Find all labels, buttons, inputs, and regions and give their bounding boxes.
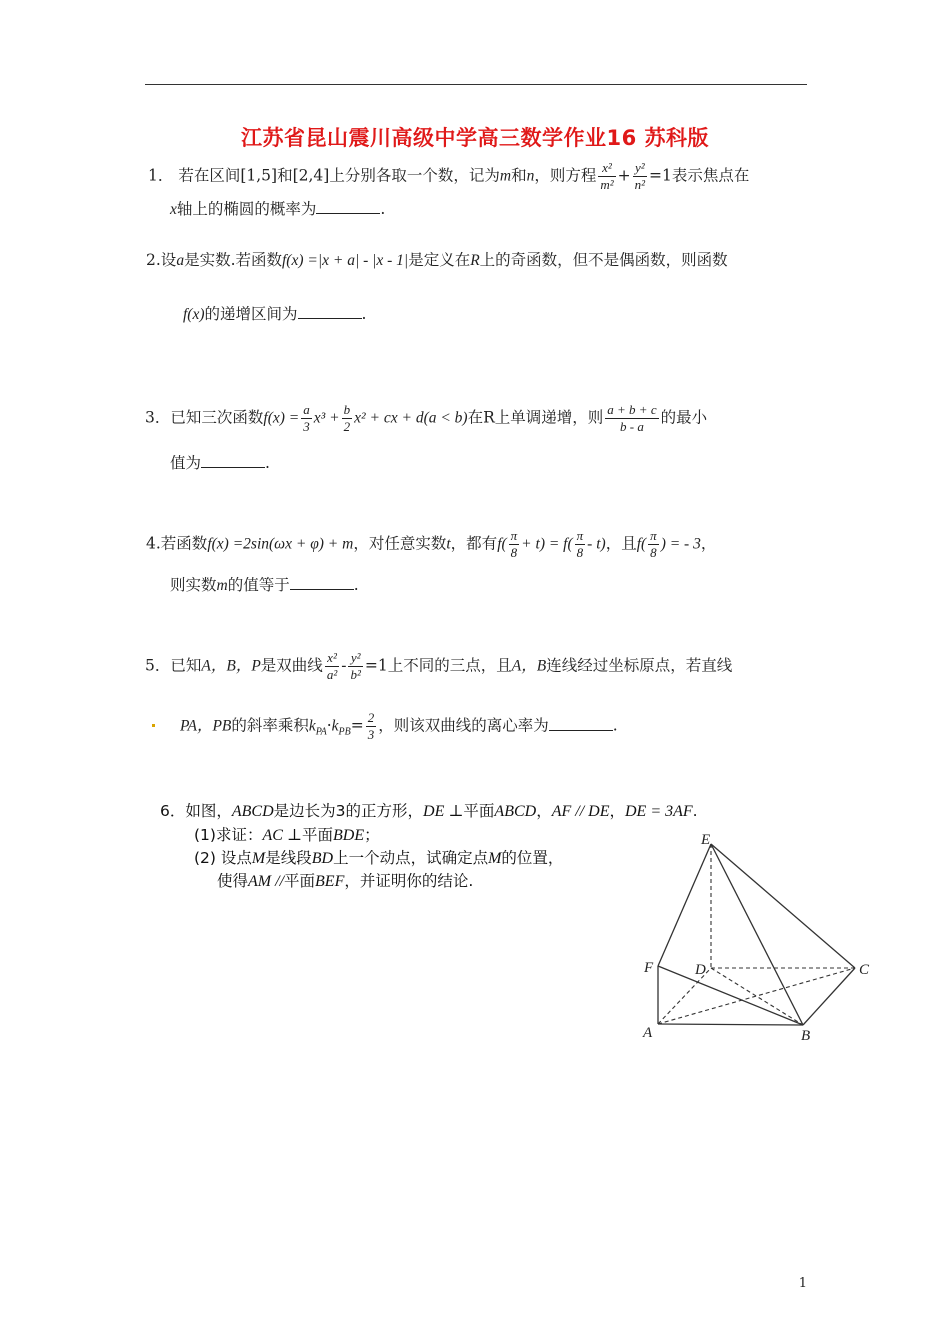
q3-term1: x³ + (313, 409, 340, 427)
q4-line2-var: m (216, 577, 228, 594)
q6-abcd2: ABCD (494, 803, 537, 820)
q2-text-a: 设 (160, 251, 177, 269)
q2-text-d: 上的奇函数，但不是偶函数，则函数 (479, 251, 728, 269)
edge-ab (658, 1024, 803, 1025)
q6-line1-b: 是边长为3的正方形， (273, 802, 424, 820)
label-d: D (695, 962, 706, 978)
q3-text-b: 在R上单调递增，则 (467, 408, 604, 427)
q1-number: 1． (148, 166, 174, 185)
q5-number: 5． (145, 656, 171, 675)
q1-eq-one: =1 (649, 166, 672, 185)
q1-text-c: 上分别各取一个数，记为 (329, 166, 500, 185)
q4-text-b: ，对任意实数 (353, 534, 447, 553)
q3-text-c: 的最小 (660, 408, 708, 427)
q5-ab: A，B (511, 657, 547, 675)
q1-line1 (148, 160, 749, 193)
q6-line3-c: 上一个动点，试确定点 (333, 849, 489, 867)
q5-line2 (180, 710, 618, 744)
label-f: F (644, 960, 654, 976)
q4-expr3-pre: f( (636, 535, 647, 553)
label-e: E (701, 832, 711, 848)
label-a: A (643, 1025, 653, 1041)
q1-plus: + (617, 166, 631, 185)
q6-bde: BDE (332, 827, 365, 844)
edge-fb (658, 966, 803, 1025)
header-rule (145, 84, 807, 85)
page-title: 江苏省昆山震川高级中学高三数学作业16 苏科版 (240, 126, 710, 150)
q1-text-a: 若在区间 (178, 166, 241, 185)
q4-func: f(x) =2sin(ωx + φ) + m (207, 535, 354, 553)
edge-ea (658, 844, 711, 966)
q1-interval2: [2,4] (292, 166, 330, 185)
q2-text-c: 是定义在 (408, 251, 471, 269)
q2-var-r: R (470, 252, 480, 269)
q5-text-a: 已知 (170, 656, 202, 675)
q4-expr1-pre: f( (497, 535, 507, 553)
q6-bd: BD (311, 850, 334, 867)
q4-text-c: ，都有 (450, 534, 498, 553)
page-number: 1 (798, 1276, 807, 1291)
q3-line2-end: . (265, 454, 270, 472)
q2-func: f(x) =|x + a| - |x - 1| (282, 252, 409, 269)
q6-line3-d: 的位置， (501, 849, 564, 867)
q5-text-b: 是双曲线 (260, 656, 323, 675)
q3-frac3: $\frac{a + b + c}{b - a}$ (607, 402, 657, 434)
q6-m2: M (488, 850, 502, 867)
q2-text-b: 是实数.若函数 (184, 251, 282, 269)
q3-text-a: 已知三次函数 (170, 408, 264, 427)
q6-line3 (194, 847, 563, 870)
q4-expr1-post: + t) = f( (521, 535, 573, 553)
q5-line2-text-a: 的斜率乘积 (231, 716, 309, 735)
q5-frac1: $\frac{\text{x²}}{\text{a²}}$ (326, 650, 338, 682)
q1-text-d: 和 (511, 166, 527, 185)
q1-line2-text: 轴上的椭圆的概率为 (176, 200, 317, 218)
q6-am-parallel: AM // (248, 873, 285, 890)
q6-line3-a: (2) 设点 (194, 849, 252, 867)
q5-line2-sub1: PA (315, 726, 327, 738)
q6-line2-a: (1)求证： (194, 826, 263, 844)
q6-line1-d: ， (536, 802, 552, 820)
decorative-dot (152, 724, 155, 727)
q4-answer-blank (290, 575, 354, 590)
q2-line2-func: f(x) (183, 306, 205, 323)
q3-term2: x² + cx + d(a < b) (354, 409, 468, 427)
q5-line2-eq: = (350, 716, 364, 735)
q5-line2-dot: · (326, 716, 332, 735)
q1-text-f: 表示焦点在 (671, 166, 750, 185)
q5-text-d: 连线经过坐标原点，若直线 (546, 656, 733, 675)
q6-line1-a: 6．如图， (160, 802, 232, 820)
q4-expr2-post: - t) (587, 535, 606, 553)
q6-ac-perp: AC ⊥ (262, 827, 302, 844)
q6-line1 (160, 800, 698, 823)
q3-line2-text: 值为 (170, 454, 202, 472)
q2-line2 (183, 303, 366, 326)
q3-line1 (145, 402, 707, 435)
geometry-figure (635, 830, 885, 1055)
q1-text-e: ，则方程 (534, 166, 597, 185)
q6-de-perp: DE ⊥ (423, 803, 464, 820)
q4-line2-end: . (353, 576, 359, 594)
q3-number: 3． (145, 408, 171, 427)
edge-eb (711, 844, 803, 1025)
q5-minus: - (341, 656, 347, 675)
q3-func-lhs: f(x) = (263, 409, 300, 427)
q3-frac2: $\frac{b}{2}$ (343, 402, 351, 434)
q6-line4-c: ，并证明你的结论. (344, 872, 474, 890)
q2-number: 2. (146, 251, 161, 269)
q1-frac1: $\frac{\text{x²}}{\text{m²}}$ (600, 160, 614, 192)
q4-pi-frac2: $\frac{\pi}{8}$ (576, 528, 584, 560)
q1-var-n: n (526, 167, 535, 185)
q5-line2-sub2: PB (338, 726, 351, 738)
q6-line1-end: . (692, 802, 698, 820)
q1-var-x: x (170, 201, 177, 218)
q4-pi-frac3: $\frac{\pi}{8}$ (650, 528, 657, 560)
q1-frac2: $\frac{\text{y²}}{\text{n²}}$ (634, 160, 646, 192)
q6-af-parallel: AF // DE (551, 803, 610, 820)
edge-bc (803, 968, 855, 1025)
q6-line2-end: ； (364, 826, 380, 844)
q2-line1 (146, 249, 728, 272)
q2-var-a: a (176, 252, 185, 269)
q6-de-eq: DE = 3AF (625, 803, 693, 820)
q4-line2-text-b: 的值等于 (227, 576, 290, 594)
q4-line2-text-a: 则实数 (170, 576, 217, 594)
q1-answer-blank (316, 199, 380, 214)
q6-line4-a: 使得 (217, 872, 249, 890)
q2-line2-text: 的递增区间为 (204, 305, 298, 323)
q3-line2 (170, 452, 270, 474)
q5-line2-k2: k (331, 717, 339, 735)
q1-line2-end: . (380, 200, 386, 218)
q1-text-b: 和 (277, 166, 293, 185)
edge-ec (711, 844, 855, 968)
q6-line1-c: 平面 (463, 802, 495, 820)
q5-eq-one: =1 (364, 656, 388, 675)
label-b: B (801, 1028, 811, 1044)
label-c: C (859, 962, 870, 978)
q6-abcd: ABCD (231, 803, 274, 820)
q5-line2-lines: PA，PB (180, 717, 232, 735)
q4-text-e: ， (700, 534, 717, 553)
q4-line2 (170, 574, 359, 597)
q4-text-d: ，且 (605, 534, 637, 553)
q5-answer-blank (549, 716, 613, 731)
q3-frac1: $\frac{a}{3}$ (303, 402, 310, 434)
q5-line2-frac: $\frac{2}{3}$ (367, 710, 375, 742)
q6-line1-e: ， (609, 802, 625, 820)
q6-line2 (194, 824, 380, 847)
q5-frac2: $\frac{\text{y²}}{\text{b²}}$ (350, 650, 361, 682)
edge-ac-hidden (658, 968, 855, 1024)
q4-pi-frac1: $\frac{\pi}{8}$ (510, 528, 518, 560)
q3-answer-blank (201, 453, 265, 468)
q1-line2 (170, 198, 385, 221)
q4-var-t: t (446, 535, 451, 553)
q6-line3-b: 是线段 (265, 849, 312, 867)
q5-points: A，B，P (201, 657, 261, 675)
q2-answer-blank (298, 304, 362, 319)
q4-line1 (146, 528, 716, 561)
q1-var-m: m (499, 167, 512, 185)
q4-text-a: 若函数 (160, 534, 208, 553)
q5-line2-text-b: ，则该双曲线的离心率为 (378, 716, 549, 735)
q6-bef: BEF (315, 873, 345, 890)
q6-line4 (217, 870, 473, 893)
q5-line2-end: . (612, 716, 618, 735)
q1-interval1: [1,5] (240, 166, 278, 185)
q4-number: 4. (146, 534, 161, 553)
q6-m: M (251, 850, 266, 867)
q4-expr3-post: ) = - 3 (660, 535, 701, 553)
q2-line2-end: . (361, 305, 367, 323)
q5-line2-k1: k (308, 717, 316, 735)
q5-line1 (145, 650, 732, 683)
q6-line4-b: 平面 (284, 872, 316, 890)
q5-text-c: 上不同的三点，且 (387, 656, 512, 675)
q6-line2-b: 平面 (301, 826, 333, 844)
